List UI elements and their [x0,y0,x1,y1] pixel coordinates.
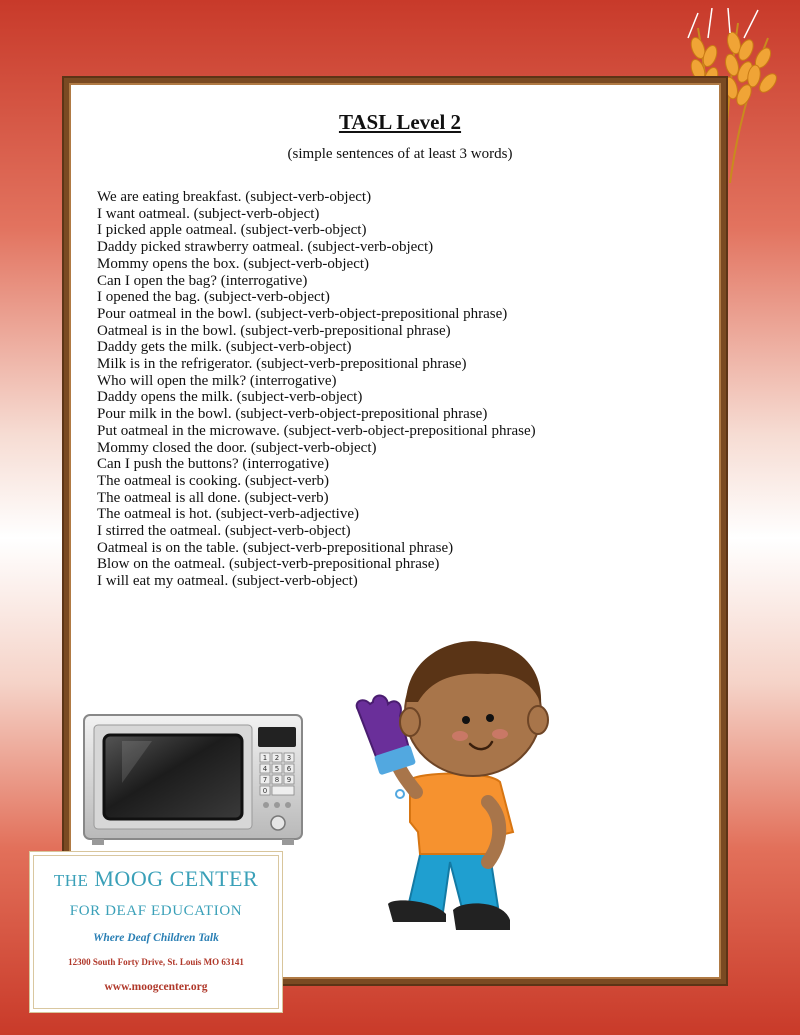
logo-tagline: Where Deaf Children Talk [93,932,219,944]
sentence-list [97,189,536,590]
moog-center-logo [33,855,279,1009]
sentence-item: We are eating breakfast. (subject-verb-object) [97,189,372,205]
sentence-item: Mommy opens the box. (subject-verb-object) [97,255,370,272]
sentence-item: The oatmeal is hot. (subject-verb-adjective) [97,506,359,523]
sentence-item: Who will open the milk? (interrogative) [97,372,337,389]
sentence-item: Blow on the oatmeal. (subject-verb-prepositional phrase) [97,556,440,573]
logo-website-link[interactable]: www.moogcenter.org [104,981,208,993]
logo-center-name: MOOG CENTER [94,866,259,891]
logo-name [34,866,278,892]
logo-the: THE [53,871,89,890]
keypad-key: 3 [286,754,292,762]
keypad-key: 6 [286,765,292,773]
sentence-item: I want oatmeal. (subject-verb-object) [97,205,320,222]
sentence-item: Mommy closed the door. (subject-verb-object) [97,439,377,456]
keypad-key: 2 [274,754,280,762]
sentence-item: Daddy picked strawberry oatmeal. (subject-verb-object) [97,239,434,256]
keypad-key: 8 [274,776,280,784]
sentence-item: I picked apple oatmeal. (subject-verb-object) [97,222,367,239]
keypad-key: 4 [262,765,268,773]
sentence-item: Can I push the buttons? (interrogative) [97,456,330,473]
sentence-item: I stirred the oatmeal. (subject-verb-object) [97,523,351,540]
sentence-item: The oatmeal is cooking. (subject-verb) [97,472,330,489]
sentence-item: Daddy gets the milk. (subject-verb-object) [97,339,352,356]
sentence-item: Oatmeal is on the table. (subject-verb-prepositional phrase) [97,539,454,556]
page-subtitle: (simple sentences of at least 3 words) [287,146,513,162]
microwave-illustration [82,713,304,848]
boy-with-oven-mitt-illustration [338,632,558,952]
sentence-item: I will eat my oatmeal. (subject-verb-object) [97,573,358,590]
keypad-key: 0 [262,787,268,795]
page-title: TASL Level 2 [338,110,462,134]
sentence-item: Pour milk in the bowl. (subject-verb-object-prepositional phrase) [97,406,488,423]
sentence-item: The oatmeal is all done. (subject-verb) [97,489,329,506]
sentence-item: Pour oatmeal in the bowl. (subject-verb-object-prepositional phrase) [97,305,508,322]
keypad-key: 5 [274,765,280,773]
keypad-key: 9 [286,776,292,784]
logo-subtitle: FOR DEAF EDUCATION [69,903,243,919]
sentence-item: Put oatmeal in the microwave. (subject-verb-object-prepositional phrase) [97,422,536,439]
sentence-item: I opened the bag. (subject-verb-object) [97,289,330,306]
logo-address: 12300 South Forty Drive, St. Louis MO 63141 [68,957,244,967]
sentence-item: Oatmeal is in the bowl. (subject-verb-prepositional phrase) [97,322,451,339]
sentence-item: Can I open the bag? (interrogative) [97,272,308,289]
keypad-key: 7 [262,776,268,784]
sentence-item: Daddy opens the milk. (subject-verb-object) [97,389,363,406]
sentence-item: Milk is in the refrigerator. (subject-verb-prepositional phrase) [97,356,467,373]
keypad-key: 1 [262,754,268,762]
